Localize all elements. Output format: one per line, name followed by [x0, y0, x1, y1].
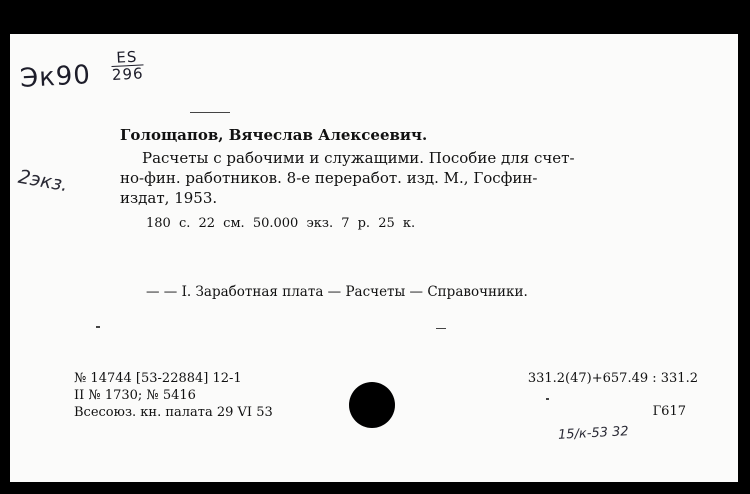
author-heading: Голощапов, Вячеслав Алексеевич.	[120, 126, 428, 144]
call-number-fraction-top: ES	[111, 49, 143, 67]
description-line: но-фин. работников. 8-е переработ. изд. М., Госфин-	[120, 169, 538, 187]
scan-speck	[546, 398, 549, 400]
author-code: Г617	[652, 404, 686, 419]
call-number	[19, 47, 145, 94]
call-number-main: Эк90	[19, 60, 92, 94]
subject-heading: — — I. Заработная плата — Расчеты — Справочники.	[146, 284, 528, 300]
record-line: № 14744 [53-22884] 12-1	[74, 371, 242, 386]
description-line: издат, 1953.	[120, 189, 218, 207]
handwritten-inventory-note: 15/к-53 32	[557, 424, 630, 443]
title-description	[120, 148, 710, 208]
scan-speck	[96, 326, 100, 328]
record-line: II № 1730; № 5416	[74, 388, 196, 403]
description-line: Расчеты с рабочими и служащими. Пособие для счет-	[142, 149, 575, 167]
catalog-card	[10, 34, 738, 482]
classification-index: 331.2(47)+657.49 : 331.2	[527, 371, 698, 386]
call-number-fraction-bottom: 296	[111, 64, 145, 85]
punch-hole	[349, 382, 395, 428]
scan-speck	[190, 112, 230, 113]
scan-speck	[436, 328, 446, 329]
record-line: Всесоюз. кн. палата 29 VI 53	[74, 405, 273, 420]
call-number-fraction	[111, 49, 144, 83]
handwritten-copies-note: 2экз.	[16, 165, 70, 197]
physical-description: 180 с. 22 см. 50.000 экз. 7 р. 25 к.	[146, 216, 416, 231]
